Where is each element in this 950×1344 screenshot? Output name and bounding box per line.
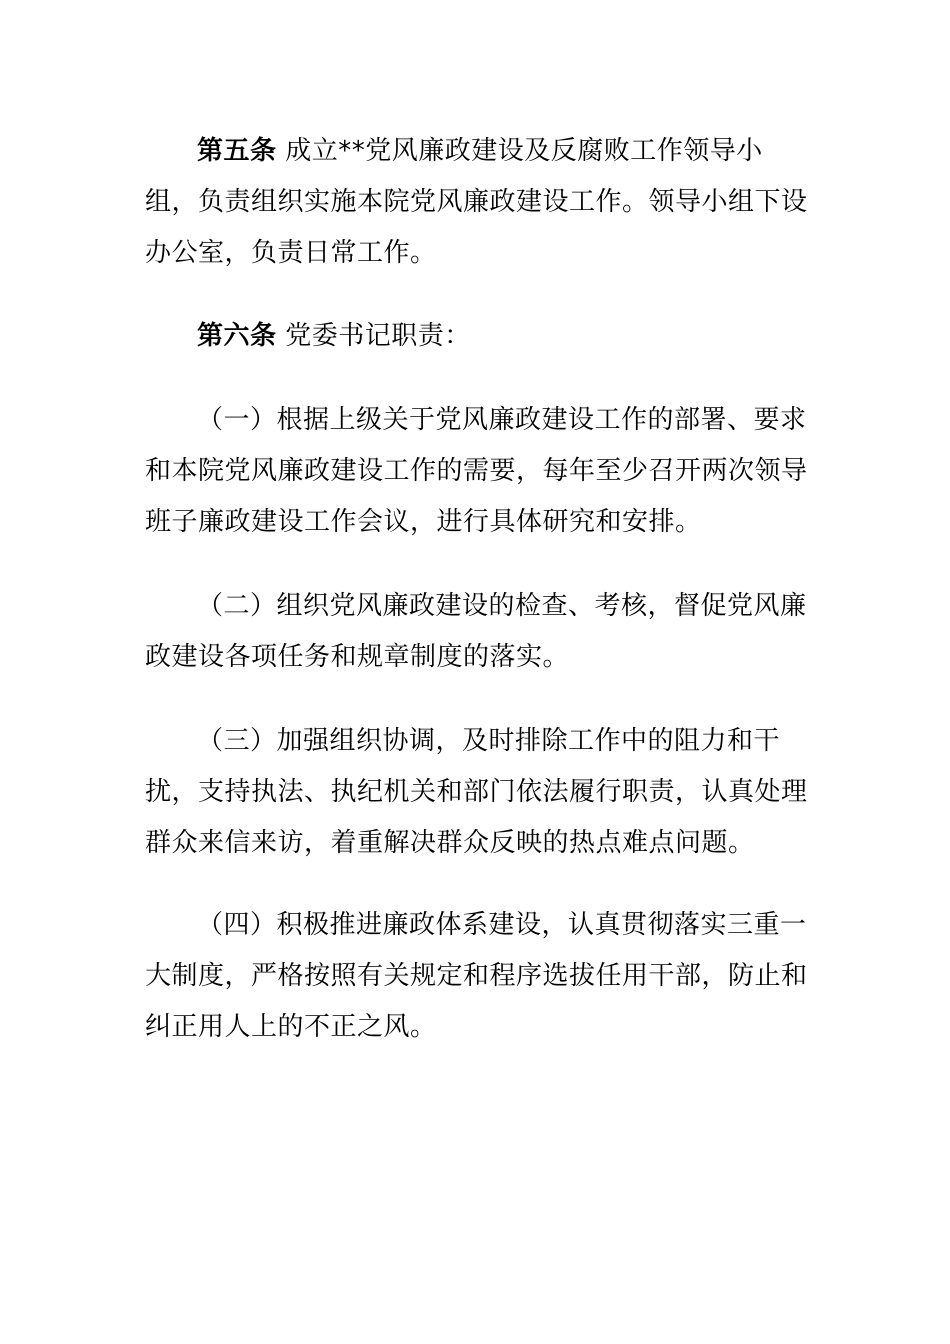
article-6-paragraph — [145, 311, 810, 362]
duty-item-1: （一）根据上级关于党风廉政建设工作的部署、要求和本院党风廉政建设工作的需要，每年至少召开两次领导班子廉政建设工作会议，进行具体研究和安排。 — [145, 405, 808, 537]
duty-item-2: （二）组织党风廉政建设的检查、考核，督促党风廉政建设各项任务和规章制度的落实。 — [145, 591, 807, 672]
duty-item-3: （三）加强组织协调，及时排除工作中的阻力和干扰，支持执法、执纪机关和部门依法履行职责，认真处理群众来信来访，着重解决群众反映的热点难点问题。 — [145, 726, 808, 858]
article-6-heading: 第六条 — [197, 321, 277, 351]
article-5-heading: 第五条 — [197, 136, 277, 166]
duty-item-4: （四）积极推进廉政体系建设，认真贯彻落实三重一大制度，严格按照有关规定和程序选拔任用干部，防止和纠正用人上的不正之风。 — [145, 910, 808, 1042]
article-6-text: 党委书记职责： — [276, 321, 471, 351]
article-5-text: 成立**党风廉政建设及反腐败工作领导小组，负责组织实施本院党风廉政建设工作。领导小组下设办公室，负责日常工作。 — [145, 136, 808, 268]
article-5-paragraph — [145, 126, 810, 279]
